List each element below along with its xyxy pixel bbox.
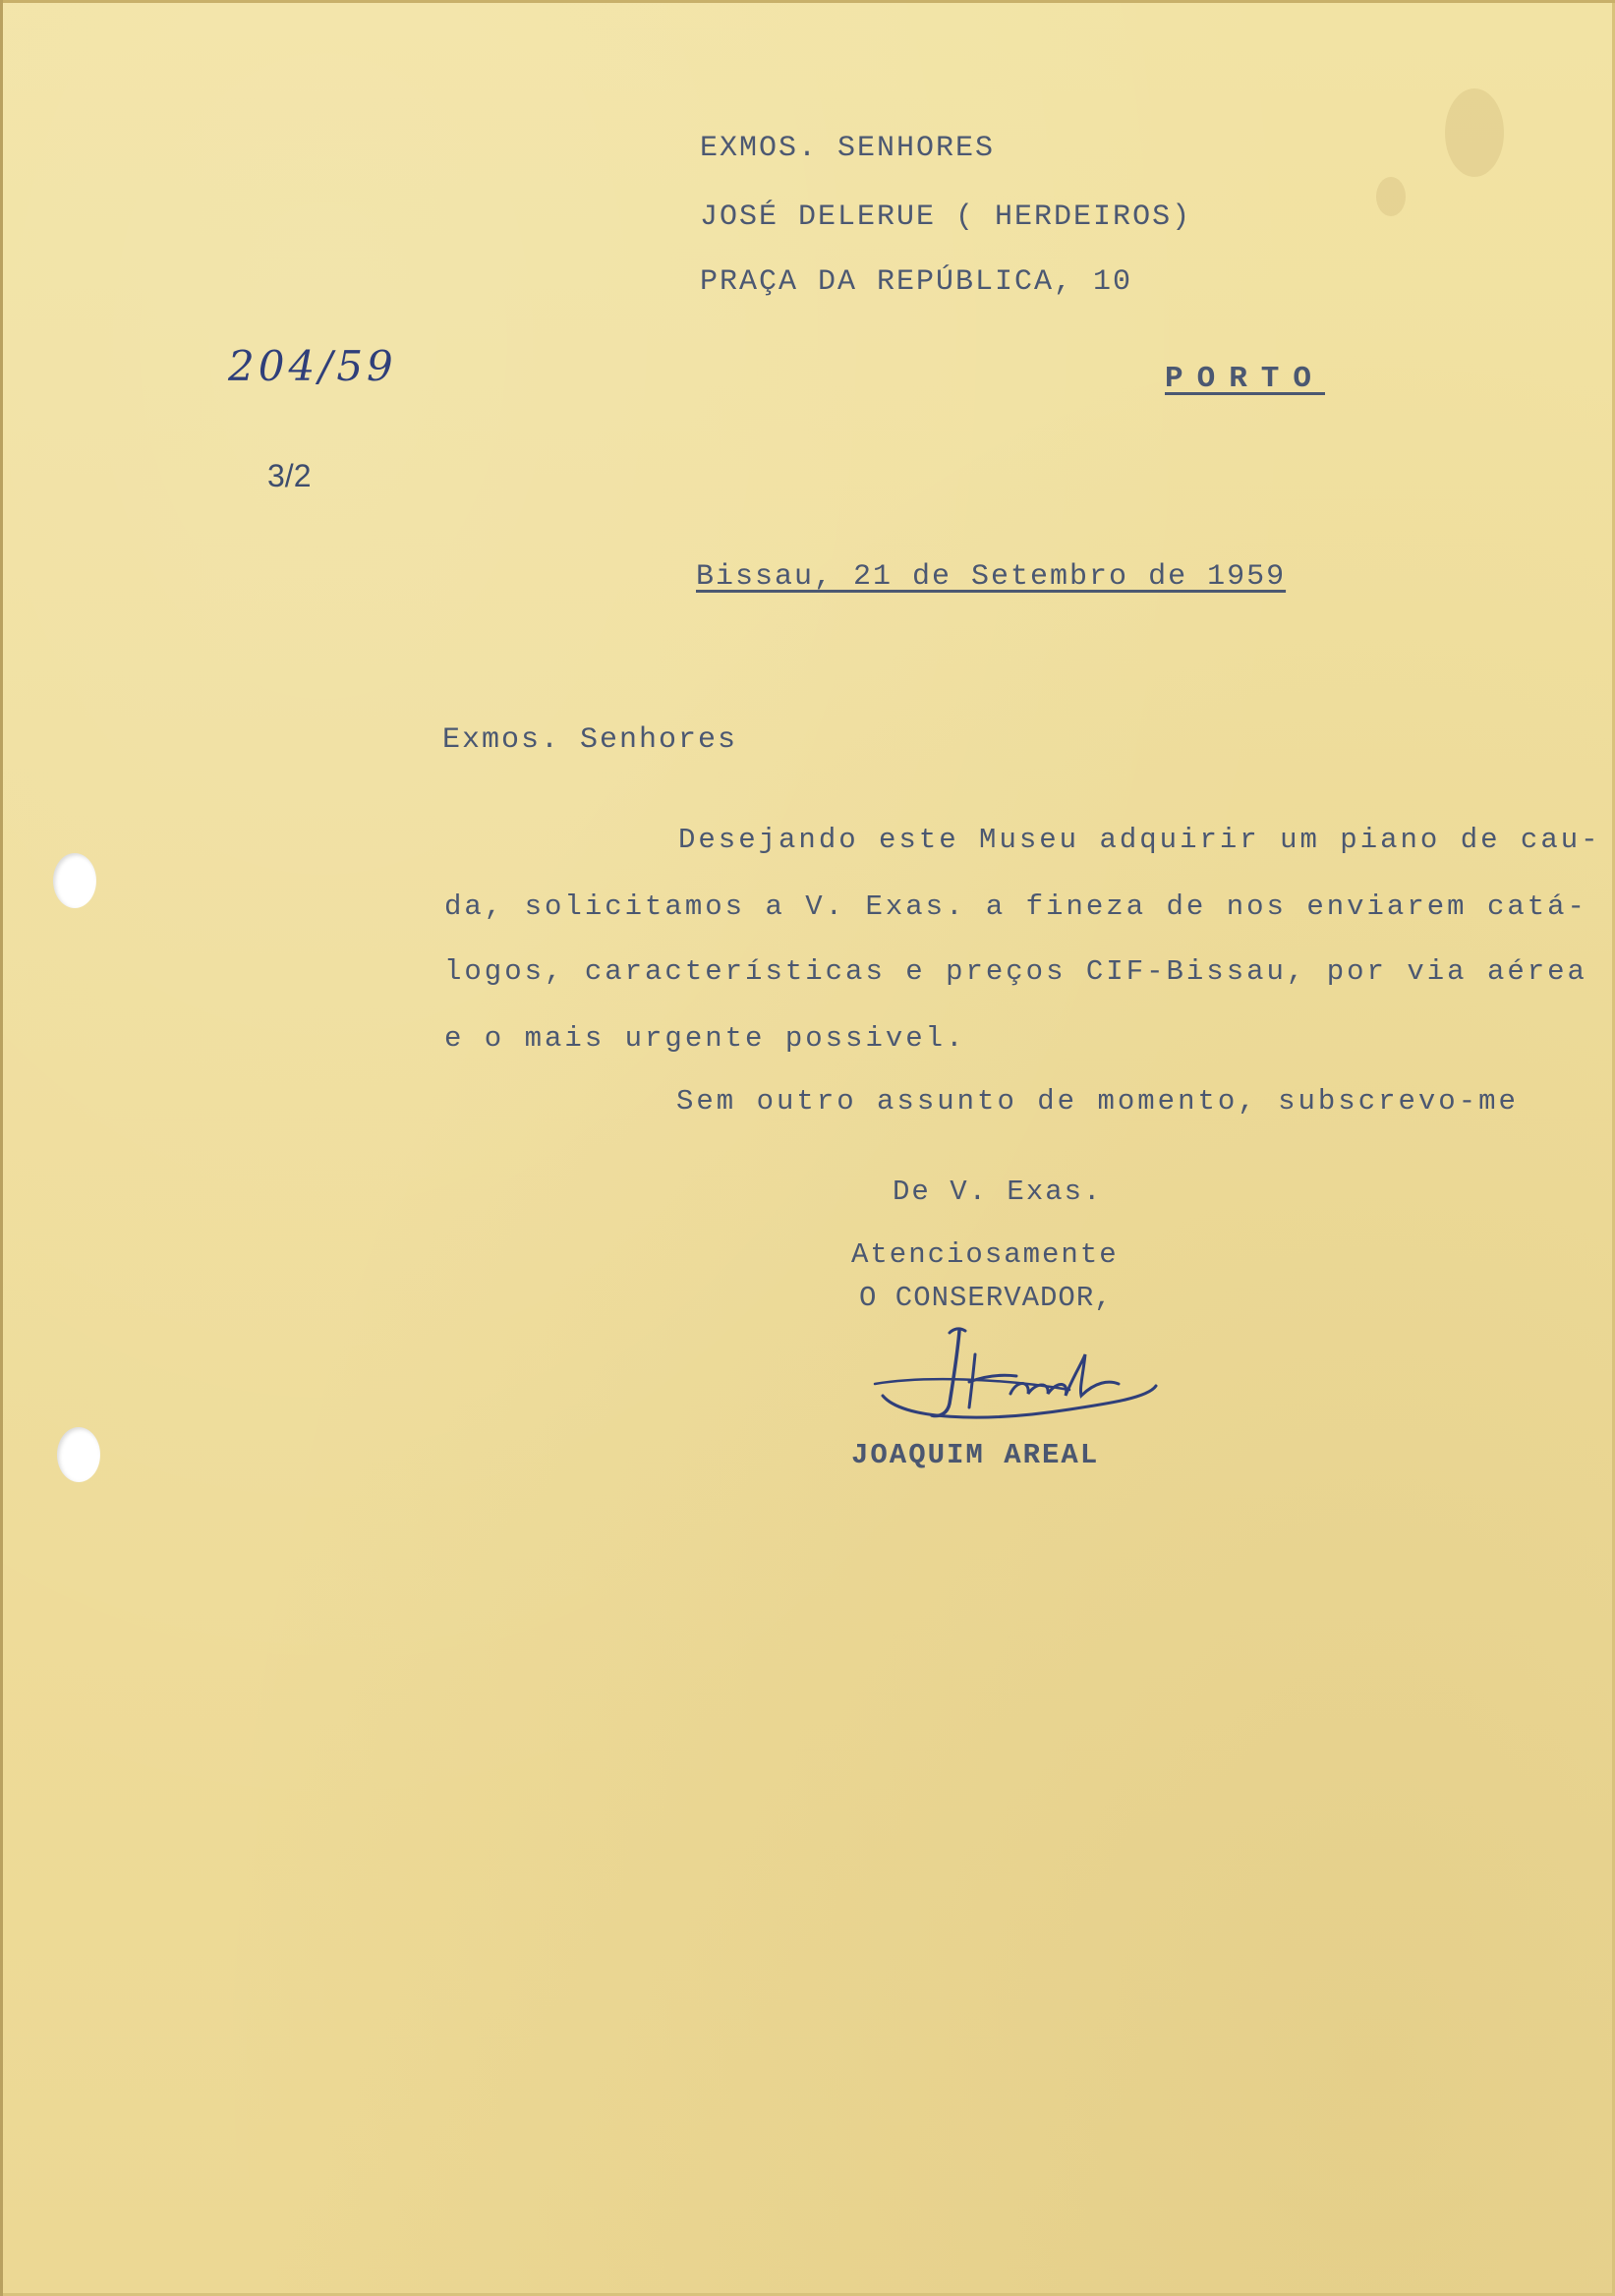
address-line-3: PRAÇA DA REPÚBLICA, 10 xyxy=(700,265,1133,299)
body-line-1: Desejando este Museu adquirir um piano de cau- xyxy=(678,824,1601,856)
body-line-5: Sem outro assunto de momento, subscrevo-me xyxy=(676,1085,1519,1118)
address-line-2: JOSÉ DELERUE ( HERDEIROS) xyxy=(700,201,1192,234)
salutation: Exmos. Senhores xyxy=(442,723,738,757)
punch-hole-lower xyxy=(57,1427,100,1482)
body-line-4: e o mais urgente possivel. xyxy=(444,1022,966,1055)
handwritten-signature xyxy=(863,1325,1158,1433)
body-line-2: da, solicitamos a V. Exas. a fineza de nos enviarem catá- xyxy=(444,890,1587,923)
punch-hole-upper xyxy=(53,853,96,908)
closing-line-2: Atenciosamente xyxy=(851,1238,1119,1271)
page-edge-left xyxy=(0,0,3,2296)
closing-line-1: De V. Exas. xyxy=(893,1176,1103,1208)
paper-stain xyxy=(1376,177,1406,216)
signatory-name: JOAQUIM AREAL xyxy=(851,1439,1100,1471)
paper-stain xyxy=(1445,88,1504,177)
handwritten-page-number: 3/2 xyxy=(267,458,312,493)
closing-line-3: O CONSERVADOR, xyxy=(859,1282,1113,1314)
page-edge-top xyxy=(0,0,1615,3)
letter-date: Bissau, 21 de Setembro de 1959 xyxy=(696,560,1287,594)
address-line-1: EXMOS. SENHORES xyxy=(700,132,996,165)
address-city: PORTO xyxy=(1165,362,1326,396)
body-line-3: logos, características e preços CIF-Bissau, por via aérea xyxy=(444,955,1587,988)
handwritten-reference: 204/59 xyxy=(228,342,397,390)
